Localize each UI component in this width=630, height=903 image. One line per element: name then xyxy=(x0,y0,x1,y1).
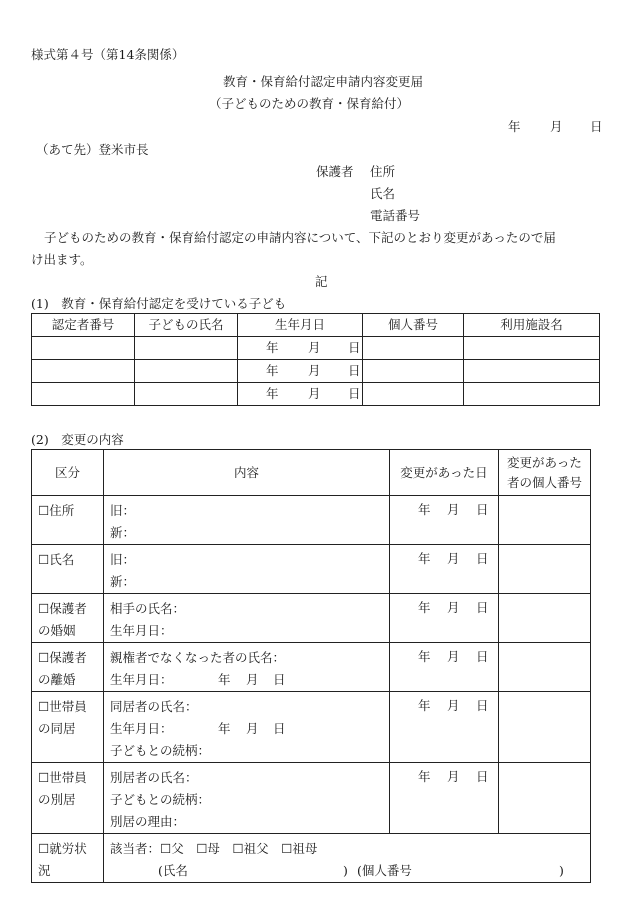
table-row xyxy=(32,692,591,763)
guardian-address-label: 住所 xyxy=(370,164,396,179)
category-name[interactable]: ☐氏名 xyxy=(32,545,104,594)
guardian-phone-label: 電話番号 xyxy=(370,208,421,223)
table-row xyxy=(32,337,600,360)
category-marriage[interactable]: ☐保護者 の婚姻 xyxy=(32,594,104,643)
content-employment[interactable]: 該当者：☐父 ☐母 ☐祖父 ☐祖母 (氏名 ) (個人番号 ) xyxy=(104,834,591,883)
person-number-cell[interactable] xyxy=(499,496,591,545)
date-day: 日 xyxy=(590,119,603,134)
content-address[interactable]: 旧： 新： xyxy=(104,496,390,545)
col-child-name: 子どもの氏名 xyxy=(135,314,238,337)
table-row xyxy=(32,594,591,643)
content-divorce[interactable]: 親権者でなくなった者の氏名： 生年月日： 年 月 日 xyxy=(104,643,390,692)
form-subtitle: （子どものための教育・保育給付） xyxy=(209,96,410,111)
table-header-row xyxy=(32,314,600,337)
table-row xyxy=(32,643,591,692)
personal-number-cell[interactable] xyxy=(363,360,464,383)
content-separate[interactable]: 別居者の氏名： 子どもとの続柄： 別居の理由： xyxy=(104,763,390,834)
birthdate-cell[interactable]: 年 月 日 xyxy=(238,337,363,360)
facility-name-cell[interactable] xyxy=(464,360,600,383)
birthdate-cell[interactable]: 年 月 日 xyxy=(238,383,363,406)
guardian-name-label: 氏名 xyxy=(370,186,396,201)
person-number-cell[interactable] xyxy=(499,692,591,763)
content-cohabit[interactable]: 同居者の氏名： 生年月日： 年 月 日 子どもとの続柄： xyxy=(104,692,390,763)
table-row xyxy=(32,834,591,883)
change-date-cell[interactable]: 年 月 日 xyxy=(390,643,499,692)
table-row xyxy=(32,383,600,406)
person-number-cell[interactable] xyxy=(499,643,591,692)
change-date-cell[interactable]: 年 月 日 xyxy=(390,692,499,763)
change-date-cell[interactable]: 年 月 日 xyxy=(390,763,499,834)
change-date-cell[interactable]: 年 月 日 xyxy=(390,496,499,545)
body-line-1: 子どものための教育・保育給付認定の申請内容について、下記のとおり変更があったので届 xyxy=(44,230,556,245)
section1-title: (1) 教育・保育給付認定を受けている子ども xyxy=(31,296,287,311)
date-month: 月 xyxy=(550,119,563,134)
body-line-2: け出ます。 xyxy=(31,252,93,267)
col-change-date: 変更があった日 xyxy=(390,450,499,496)
person-number-cell[interactable] xyxy=(499,763,591,834)
cert-number-cell[interactable] xyxy=(32,337,135,360)
employment-name-label: (氏名 xyxy=(158,863,188,878)
form-title: 教育・保育給付認定申請内容変更届 xyxy=(223,74,424,89)
person-number-cell[interactable] xyxy=(499,545,591,594)
cert-number-cell[interactable] xyxy=(32,383,135,406)
person-number-cell[interactable] xyxy=(499,594,591,643)
birthdate-cell[interactable]: 年 月 日 xyxy=(238,360,363,383)
personal-number-cell[interactable] xyxy=(363,383,464,406)
content-marriage[interactable]: 相手の氏名： 生年月日： xyxy=(104,594,390,643)
col-facility-name: 利用施設名 xyxy=(464,314,600,337)
table-row xyxy=(32,545,591,594)
category-cohabit[interactable]: ☐世帯員 の同居 xyxy=(32,692,104,763)
facility-name-cell[interactable] xyxy=(464,383,600,406)
children-table xyxy=(31,313,600,406)
ki-label: 記 xyxy=(315,274,328,289)
category-employment[interactable]: ☐就労状 況 xyxy=(32,834,104,883)
addressee: （あて先）登米市長 xyxy=(36,142,149,157)
table-row xyxy=(32,763,591,834)
section2-title: (2) 変更の内容 xyxy=(31,432,124,447)
category-address[interactable]: ☐住所 xyxy=(32,496,104,545)
child-name-cell[interactable] xyxy=(135,360,238,383)
content-name[interactable]: 旧： 新： xyxy=(104,545,390,594)
employment-number-label: (個人番号 xyxy=(357,863,412,878)
changes-table xyxy=(31,449,591,883)
table-row xyxy=(32,496,591,545)
child-name-cell[interactable] xyxy=(135,337,238,360)
change-date-cell[interactable]: 年 月 日 xyxy=(390,545,499,594)
table-header-row xyxy=(32,450,591,496)
guardian-label: 保護者 xyxy=(316,164,354,179)
change-date-cell[interactable]: 年 月 日 xyxy=(390,594,499,643)
child-name-cell[interactable] xyxy=(135,383,238,406)
facility-name-cell[interactable] xyxy=(464,337,600,360)
table-row xyxy=(32,360,600,383)
col-category: 区分 xyxy=(32,450,104,496)
date-year: 年 xyxy=(508,119,521,134)
category-separate[interactable]: ☐世帯員 の別居 xyxy=(32,763,104,834)
body-paragraph xyxy=(31,227,603,271)
form-number: 様式第４号（第14条関係） xyxy=(31,47,185,62)
personal-number-cell[interactable] xyxy=(363,337,464,360)
col-person-number: 変更があった 者の個人番号 xyxy=(499,450,591,496)
cert-number-cell[interactable] xyxy=(32,360,135,383)
category-divorce[interactable]: ☐保護者 の離婚 xyxy=(32,643,104,692)
col-content: 内容 xyxy=(104,450,390,496)
col-personal-number: 個人番号 xyxy=(363,314,464,337)
col-cert-number: 認定者番号 xyxy=(32,314,135,337)
col-birthdate: 生年月日 xyxy=(238,314,363,337)
